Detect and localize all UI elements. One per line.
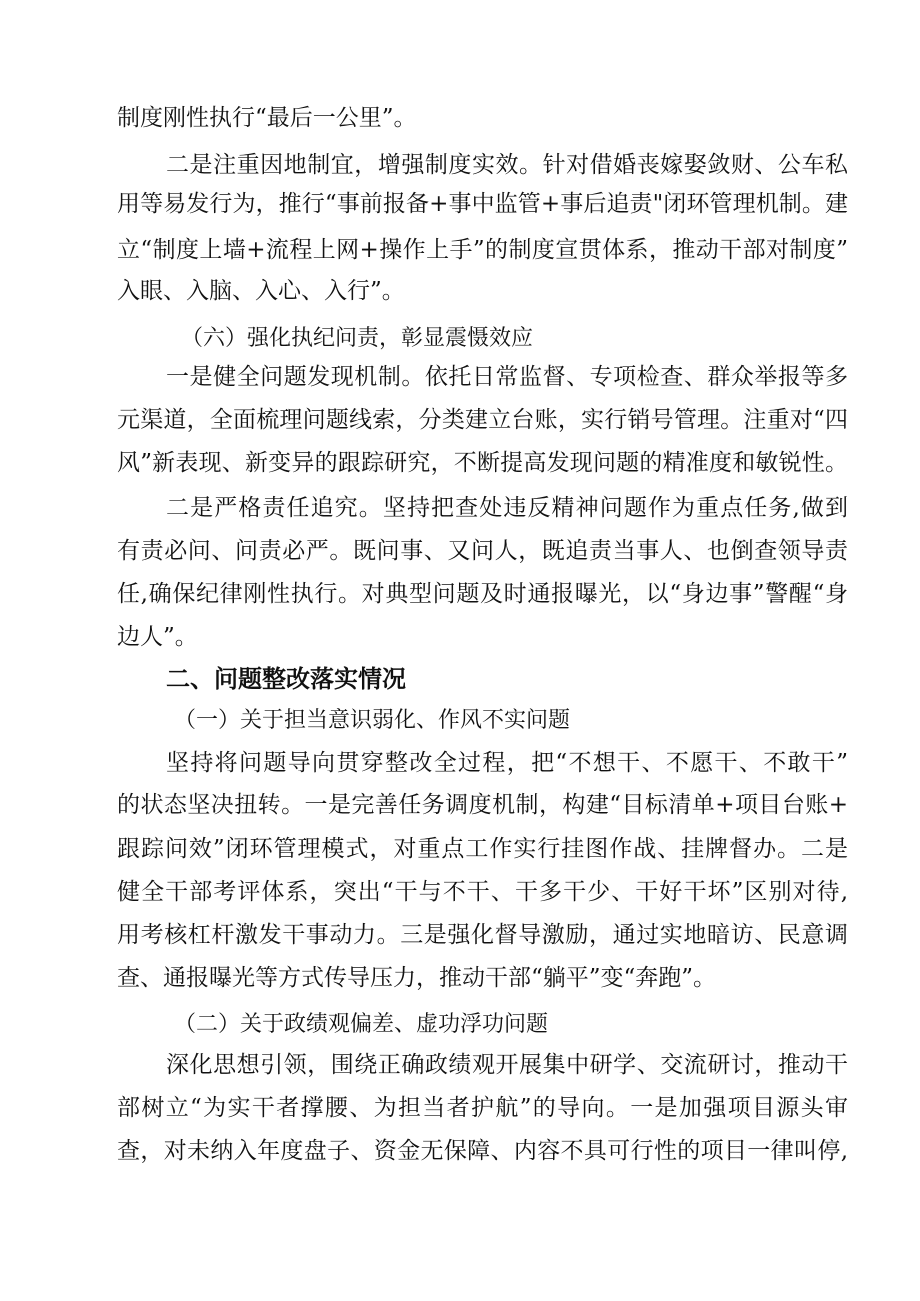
section-subheading: （六）强化执纪问责，彰显震慑效应: [181, 326, 534, 351]
text-line: 入眼、入脑、入心、入行”。: [117, 278, 405, 304]
text-line: 的状态坚决扭转。一是完善任务调度机制，构建“目标清单+项目台账+: [117, 792, 848, 818]
text-line: 查、通报曝光等方式传导压力，推动干部“躺平”变“奔跑”。: [117, 965, 717, 991]
text-line: 风”新表现、新变异的跟踪研究，不断提高发现问题的精准度和敏锐性。: [117, 450, 848, 476]
section-heading: 二、问题整改落实情况: [166, 665, 406, 693]
text-line: 制度刚性执行“最后一公里”。: [117, 105, 417, 131]
text-line: 任,确保纪律刚性执行。对典型问题及时通报曝光，以“身边事”警醒“身: [117, 581, 848, 607]
text-line: 查，对未纳入年度盘子、资金无保障、内容不具可行性的项目一律叫停,: [117, 1138, 848, 1164]
section-subheading: （二）关于政绩观偏差、虚功浮功问题: [174, 1012, 549, 1037]
section-subheading: （一）关于担当意识弱化、作风不实问题: [174, 708, 571, 733]
text-line: 健全干部考评体系，突出“干与不干、干多干少、干好干坏”区别对待,: [117, 879, 848, 905]
text-line: 有责必问、问责必严。既问事、又问人，既追责当事人、也倒查领导责: [117, 538, 848, 564]
paragraph-line: 一是健全问题发现机制。依托日常监督、专项检查、群众举报等多: [166, 364, 848, 390]
paragraph-line: 二是注重因地制宜，增强制度实效。针对借婚丧嫁娶敛财、公车私: [166, 152, 848, 178]
text-line: 边人”。: [117, 624, 198, 650]
text-line: 元渠道，全面梳理问题线索，分类建立台账，实行销号管理。注重对“四: [117, 407, 848, 433]
text-line: 用等易发行为，推行“事前报备+事中监管+事后追责"闭环管理机制。建: [117, 191, 848, 217]
text-line: 跟踪问效”闭环管理模式，对重点工作实行挂图作战、挂牌督办。二是: [117, 836, 848, 862]
text-line: 立“制度上墙+流程上网+操作上手”的制度宣贯体系，推动干部对制度”: [117, 237, 848, 263]
text-line: 用考核杠杆激发干事动力。三是强化督导激励，通过实地暗访、民意调: [117, 922, 848, 948]
text-line: 部树立“为实干者撑腰、为担当者护航”的导向。一是加强项目源头审: [117, 1095, 848, 1121]
paragraph-line: 坚持将问题导向贯穿整改全过程，把“不想干、不愿干、不敢干”: [166, 750, 848, 776]
paragraph-line: 深化思想引领，围绕正确政绩观开展集中研学、交流研讨，推动干: [166, 1052, 848, 1078]
paragraph-line: 二是严格责任追究。坚持把查处违反精神问题作为重点任务,做到: [166, 495, 848, 521]
